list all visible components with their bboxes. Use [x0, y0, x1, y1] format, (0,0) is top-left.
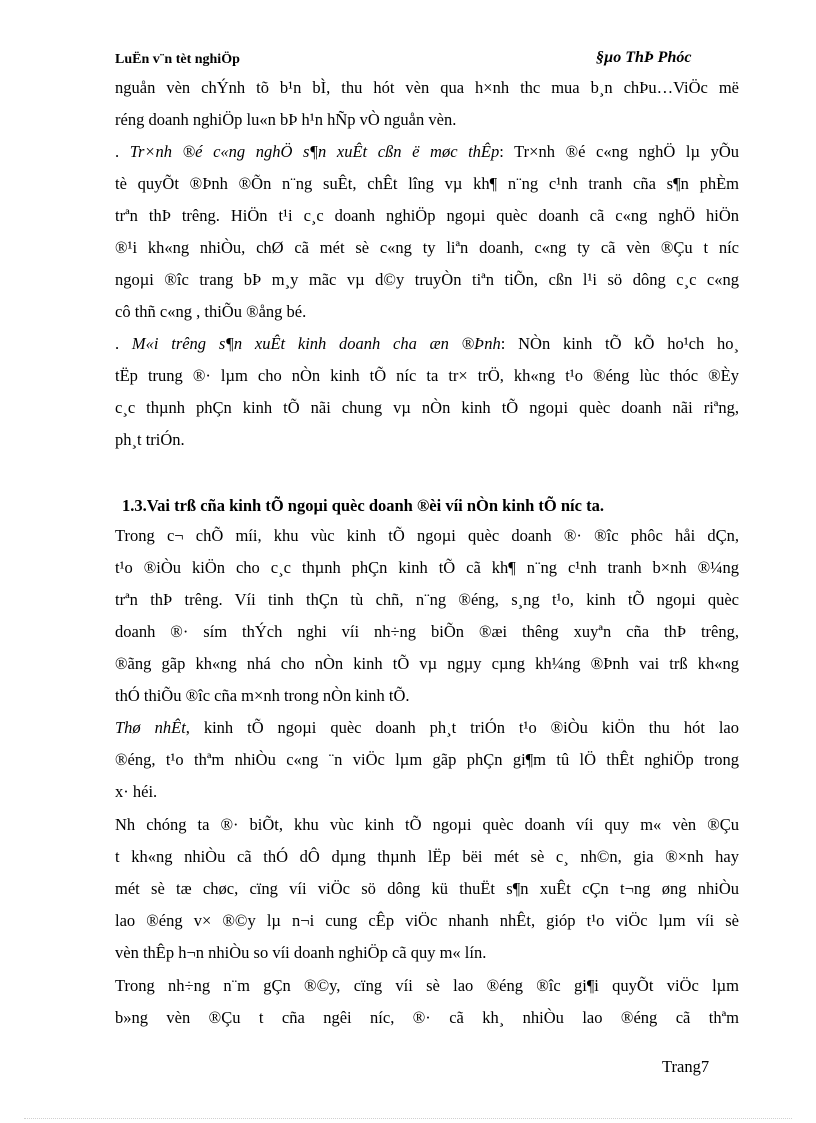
- text-run: mét sè tæ chøc, cïng víi viÖc sö dông kü thuËt s¶n xuÊt cÇn t¬ng øng nhiÒu: [115, 879, 739, 898]
- page-number: Trang7: [662, 1057, 710, 1076]
- text-run: t kh«ng nhiÒu cã thÓ dÔ dµng thµnh lËp bëi mét sè c¸ nh©n, gia ®×nh hay: [115, 847, 739, 866]
- text-run: trªn thÞ trêng. HiÖn t¹i c¸c doanh nghiÖp ngoµi quèc doanh cã c«ng nghÖ hiÖn: [115, 206, 739, 225]
- text-run: ®ãng gãp kh«ng nhá cho nÒn kinh tÕ vµ ngµy cµng kh¼ng ®Þnh vai trß kh«ng: [115, 654, 739, 673]
- text-run: ph¸t triÓn.: [115, 430, 185, 449]
- text-line: [115, 911, 739, 931]
- text-run: : Tr×nh ®é c«ng nghÖ lµ yÕu: [499, 142, 739, 161]
- text-run: doanh ®· sím thÝch nghi víi nh÷ng biÕn ®æi thêng xuyªn cña thÞ trêng,: [115, 622, 739, 641]
- italic-run: M«i trêng s¶n xuÊt kinh doanh cha æn ®Þnh: [131, 334, 501, 353]
- header-author-name: §µo ThÞ Phóc: [596, 49, 692, 66]
- text-run: Trong c¬ chÕ míi, khu vùc kinh tÕ ngoµi quèc doanh ®· ®îc phôc håi dÇn,: [115, 526, 739, 545]
- text-line: [115, 110, 739, 130]
- text-run: ®éng, t¹o thªm nhiÒu c«ng ¨n viÖc lµm gãp phÇn gi¶m tû lÖ thÊt nghiÖp trong: [115, 750, 739, 769]
- page-bottom-divider: [24, 1118, 792, 1119]
- section-heading: 1.3.Vai trß cña kinh tÕ ngoµi quèc doanh ®èi víi nÒn kinh tÕ níc ta.: [122, 496, 604, 515]
- text-line: [115, 238, 739, 258]
- text-line: [115, 366, 739, 386]
- text-line: [115, 174, 739, 194]
- text-line: [115, 654, 739, 674]
- text-line: [115, 686, 739, 706]
- text-line: [115, 943, 739, 963]
- text-line: [115, 398, 739, 418]
- text-run: nguån vèn chÝnh tõ b¹n bÌ, thu hót vèn qua h×nh thc mua b¸n chÞu…ViÖc më: [115, 78, 739, 97]
- text-line: [115, 334, 739, 354]
- text-run: vèn thÊp h¬n nhiÒu so víi doanh nghiÖp cã quy m« lín.: [115, 943, 487, 962]
- text-run: tè quyÕt ®Þnh ®Õn n¨ng suÊt, chÊt lîng vµ kh¶ n¨ng c¹nh tranh cña s¶n phÈm: [115, 174, 739, 193]
- text-line: [115, 558, 739, 578]
- text-run: : NÒn kinh tÕ kÕ ho¹ch ho¸: [500, 334, 740, 353]
- text-run: cô thñ c«ng , thiÕu ®ång bé.: [115, 302, 307, 321]
- text-line: [115, 750, 739, 770]
- text-line: [115, 782, 739, 802]
- header-thesis-label: LuËn v¨n tèt nghiÖp: [115, 52, 240, 67]
- text-line: [115, 78, 739, 98]
- text-run: c¸c thµnh phÇn kinh tÕ nãi chung vµ nÒn kinh tÕ ngoµi quèc doanh nãi riªng,: [115, 398, 739, 417]
- text-line: [115, 879, 739, 899]
- text-line: [115, 622, 739, 642]
- text-line: [115, 1008, 739, 1028]
- text-run: thÓ thiÕu ®îc cña m×nh trong nÒn kinh tÕ.: [115, 686, 410, 705]
- text-line: [115, 590, 739, 610]
- text-run: , kinh tÕ ngoµi quèc doanh ph¸t triÓn t¹o ®iÒu kiÖn thu hót lao: [185, 718, 739, 737]
- text-line: [115, 206, 739, 226]
- text-run: t¹o ®iÒu kiÖn cho c¸c thµnh phÇn kinh tÕ cã kh¶ n¨ng c¹nh tranh b×nh ®¼ng: [115, 558, 739, 577]
- text-line: [115, 526, 739, 546]
- text-line: [115, 847, 739, 867]
- text-line: [115, 815, 739, 835]
- text-run: x· héi.: [115, 782, 158, 801]
- text-line: [115, 142, 739, 162]
- text-run: .: [115, 142, 130, 161]
- text-line: [115, 976, 739, 996]
- text-run: tËp trung ®· lµm cho nÒn kinh tÕ níc ta tr× trÖ, kh«ng t¹o ®éng lùc thóc ®Èy: [115, 366, 739, 385]
- text-run: Trong nh÷ng n¨m gÇn ®©y, cïng víi sè lao ®éng ®îc gi¶i quyÕt viÖc lµm: [115, 976, 739, 995]
- text-line: [115, 270, 739, 290]
- italic-run: Tr×nh ®é c«ng nghÖ s¶n xuÊt cßn ë møc thÊp: [129, 142, 500, 161]
- text-run: Nh chóng ta ®· biÕt, khu vùc kinh tÕ ngoµi quèc doanh víi quy m« vèn ®Çu: [115, 815, 739, 834]
- text-run: réng doanh nghiÖp lu«n bÞ h¹n hÑp vÒ nguån vèn.: [115, 110, 457, 129]
- text-run: lao ®éng v× ®©y lµ n¬i cung cÊp viÖc nhanh nhÊt, gióp t¹o viÖc lµm víi sè: [115, 911, 739, 930]
- text-run: trªn thÞ trêng. Víi tinh thÇn tù chñ, n¨ng ®éng, s¸ng t¹o, kinh tÕ ngoµi quèc: [115, 590, 739, 609]
- text-run: ®¹i kh«ng nhiÒu, chØ cã mét sè c«ng ty liªn doanh, c«ng ty cã vèn ®Çu t níc: [115, 238, 739, 257]
- text-run: b»ng vèn ®Çu t cña ngêi níc, ®· cã kh¸ nhiÒu lao ®éng cã thªm: [115, 1008, 739, 1027]
- text-run: ngoµi ®îc trang bÞ m¸y mãc vµ d©y truyÒn tiªn tiÕn, cßn l¹i sö dông c¸c c«ng: [115, 270, 739, 289]
- text-line: [115, 302, 739, 322]
- italic-run: Thø nhÊt: [115, 718, 186, 737]
- text-line: [115, 430, 739, 450]
- text-line: [115, 718, 739, 738]
- text-run: .: [115, 334, 132, 353]
